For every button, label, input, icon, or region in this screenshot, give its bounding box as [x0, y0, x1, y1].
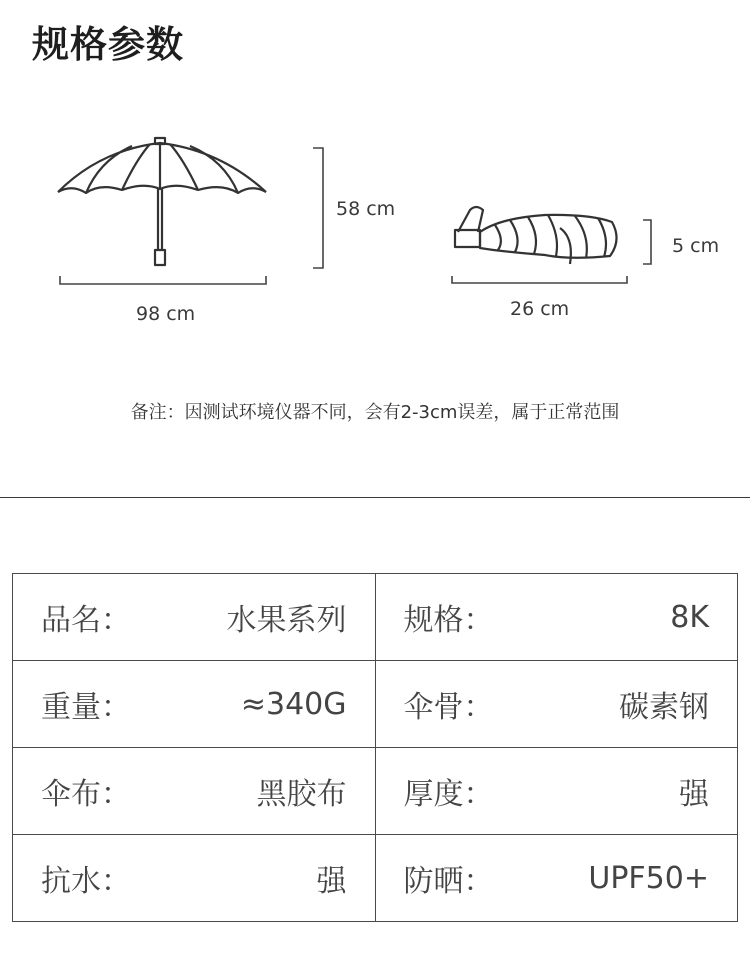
- spec-value: 黑胶布: [256, 777, 347, 812]
- folded-length-label: 26 cm: [510, 298, 570, 320]
- umbrella-diagram: [0, 0, 750, 340]
- spec-label: 厚度：: [403, 777, 494, 812]
- table-row: [13, 748, 738, 835]
- spec-value: 碳素钢: [619, 690, 709, 725]
- spec-table: [12, 573, 738, 922]
- spec-value: 水果系列: [226, 603, 347, 638]
- spec-value: ≈340G: [240, 686, 347, 722]
- spec-value: UPF50+: [588, 860, 709, 896]
- section-divider: [0, 497, 750, 498]
- spec-cell: [13, 748, 376, 835]
- open-height-label: 58 cm: [336, 198, 396, 220]
- spec-label: 防晒：: [403, 864, 494, 899]
- spec-cell: [375, 835, 738, 922]
- spec-label: 品名：: [41, 603, 131, 638]
- table-row: [13, 661, 738, 748]
- spec-cell: [13, 835, 376, 922]
- spec-label: 伞布：: [41, 777, 131, 812]
- spec-cell: [375, 574, 738, 661]
- spec-label: 抗水：: [41, 864, 131, 899]
- open-umbrella-icon: [58, 138, 266, 265]
- page-title: 规格参数: [32, 23, 184, 66]
- table-row: [13, 835, 738, 922]
- spec-cell: [13, 574, 376, 661]
- table-row: [13, 574, 738, 661]
- measurement-note: 备注：因测试环境仪器不同，会有2-3cm误差，属于正常范围: [130, 402, 620, 423]
- spec-cell: [375, 748, 738, 835]
- folded-umbrella-icon: [455, 207, 617, 264]
- spec-cell: [375, 661, 738, 748]
- spec-label: 重量：: [41, 690, 131, 725]
- spec-value: 8K: [670, 599, 709, 635]
- spec-cell: [13, 661, 376, 748]
- folded-height-label: 5 cm: [672, 235, 720, 257]
- spec-value: 强: [316, 864, 347, 899]
- spec-value: 强: [679, 777, 709, 812]
- spec-label: 规格：: [403, 603, 494, 638]
- open-width-label: 98 cm: [136, 303, 196, 325]
- spec-label: 伞骨：: [403, 690, 494, 725]
